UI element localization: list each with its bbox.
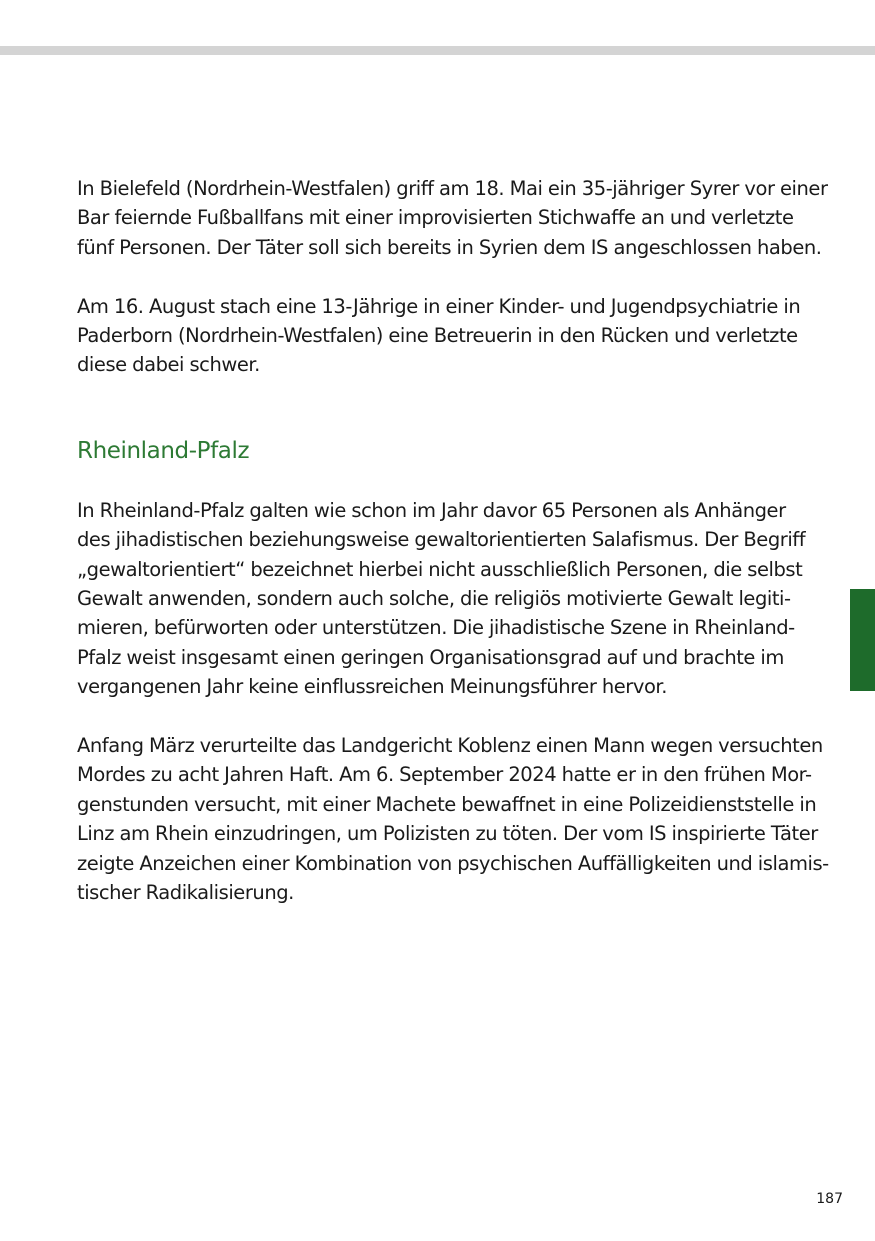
text-line: In Bielefeld (Nordrhein-Westfalen) griff am 18. Mai ein 35-jähriger Syrer vor einer (77, 177, 828, 200)
text-line: Am 16. August stach eine 13-Jährige in einer Kinder- und Jugendpsychiatrie in (77, 294, 801, 318)
text-line: Pfalz weist insgesamt einen geringen Organisationsgrad auf und brachte im (77, 645, 784, 669)
paragraph-koblenz-verdict (77, 731, 829, 907)
text-line: In Rheinland-Pfalz galten wie schon im Jahr davor 65 Personen als Anhänger (77, 498, 786, 522)
text-line: vergangenen Jahr keine einflussreichen Meinungsführer hervor. (77, 675, 667, 699)
text-line: diese dabei schwer. (77, 353, 260, 377)
text-line: genstunden versucht, mit einer Machete bewaffnet in eine Polizeidienststelle in (77, 792, 817, 816)
text-line: mieren, befürworten oder unterstützen. Die jihadistische Szene in Rheinland- (77, 616, 795, 640)
paragraph-bielefeld (77, 174, 828, 262)
text-line: tischer Radikalisierung. (77, 881, 294, 905)
text-line: zeigte Anzeichen einer Kombination von psychischen Auffälligkeiten und islamis- (77, 851, 829, 875)
text-line: Gewalt anwenden, sondern auch solche, die religiös motivierte Gewalt legiti- (77, 587, 791, 611)
text-line: „gewaltorientiert“ bezeichnet hierbei nicht ausschließlich Personen, die selbst (77, 557, 803, 581)
page-number: 187 (816, 1191, 843, 1207)
page-content (77, 174, 829, 908)
text-line: Mordes zu acht Jahren Haft. Am 6. September 2024 hatte er in den frühen Mor- (77, 763, 812, 787)
text-line: Paderborn (Nordrhein-Westfalen) eine Betreuerin in den Rücken und verletzte (77, 324, 798, 348)
chapter-tab-marker (850, 589, 875, 691)
text-line: Anfang März verurteilte das Landgericht Koblenz einen Mann wegen versuchten (77, 734, 823, 758)
header-rule (0, 46, 875, 55)
text-line: des jihadistischen beziehungsweise gewaltorientierten Salafismus. Der Begriff (77, 528, 806, 552)
section-heading: Rheinland-Pfalz (77, 437, 250, 464)
text-line: fünf Personen. Der Täter soll sich bereits in Syrien dem IS angeschlossen haben. (77, 235, 822, 259)
text-line: Bar feiernde Fußballfans mit einer improvisierten Stichwaffe an und verletzte (77, 206, 794, 230)
paragraph-paderborn (77, 292, 807, 380)
paragraph-rheinland-pfalz-overview (77, 496, 807, 702)
text-line: Linz am Rhein einzudringen, um Polizisten zu töten. Der vom IS inspirierte Täter (77, 822, 818, 846)
